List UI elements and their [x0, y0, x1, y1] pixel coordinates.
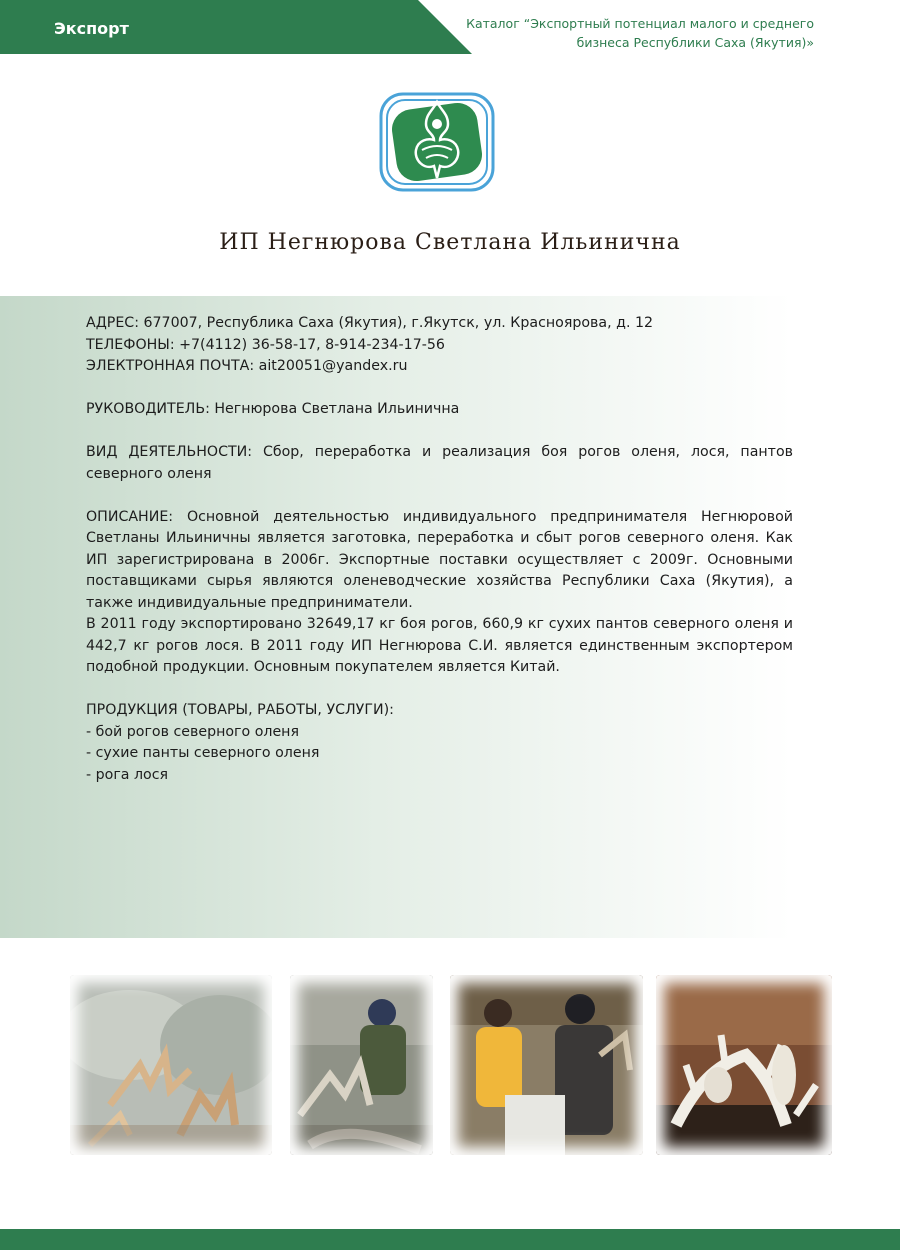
company-name: ИП Негнюрова Светлана Ильинична	[219, 230, 681, 255]
phones: ТЕЛЕФОНЫ: +7(4112) 36-58-17, 8-914-234-17-56	[86, 336, 445, 353]
photo-two-people-with-antlers	[450, 975, 643, 1155]
product-item: - сухие панты северного оленя	[86, 745, 320, 761]
description-paragraph-1: ОПИСАНИЕ: Основной деятельностью индивидуального предпринимателя Негнюровой Светланы Ильиничны является заготовка, переработка и сбыт рогов северного оленя. Как ИП зарегистрирована в 2006г. Экспортные поставки осуществляет с 2009г. Основными поставщиками сырья являются оленеводческие хозяйства Республики Саха (Якутия), а также индивидуальные предприниматели.	[86, 508, 793, 611]
catalog-title	[454, 14, 814, 52]
company-info	[86, 313, 793, 786]
manager: РУКОВОДИТЕЛЬ: Негнюрова Светлана Ильинична	[86, 401, 460, 417]
photo-antler-pile	[70, 975, 272, 1155]
activity: ВИД ДЕЯТЕЛЬНОСТИ: Сбор, переработка и реализация боя рогов оленя, лося, пантов северного оленя	[86, 444, 793, 482]
photo-carved-antler-souvenirs	[656, 975, 832, 1155]
description-paragraph-2: В 2011 году экспортировано 32649,17 кг боя рогов, 660,9 кг сухих пантов северного оленя и 442,7 кг рогов лося. В 2011 году ИП Негнюрова С.И. является единственным экспортером подобной продукции. Основным покупателем является Китай.	[86, 616, 793, 675]
products-heading: ПРОДУКЦИЯ (ТОВАРЫ, РАБОТЫ, УСЛУГИ):	[86, 702, 394, 718]
catalog-title-line-1: Каталог “Экспортный потенциал малого и среднего	[466, 16, 814, 31]
section-tab-label: Экспорт	[54, 19, 129, 38]
email: ЭЛЕКТРОННАЯ ПОЧТА: ait20051@yandex.ru	[86, 358, 408, 374]
catalog-title-line-2: бизнеса Республики Саха (Якутия)»	[576, 35, 814, 50]
company-logo	[378, 88, 496, 196]
product-item: - бой рогов северного оленя	[86, 723, 299, 740]
address: АДРЕС: 677007, Республика Саха (Якутия), г.Якутск, ул. Красноярова, д. 12	[86, 315, 654, 331]
footer-bar	[0, 1229, 900, 1250]
product-item: - рога лося	[86, 766, 169, 783]
photo-worker-with-antlers	[290, 975, 433, 1155]
